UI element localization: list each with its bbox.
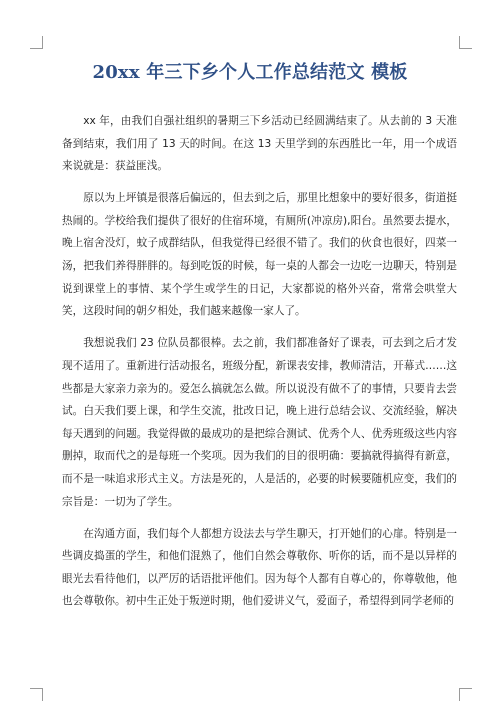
document-title: 20xx 年三下乡个人工作总结范文 模板	[92, 62, 408, 83]
crop-mark-top-left	[30, 36, 43, 49]
document-body	[62, 110, 457, 622]
paragraph-3: 我想说我们 23 位队员都很棒。去之前，我们都准备好了课表，可去到之后才发现不适用了。重新进行活动报名，班级分配，新课表安排，教师清洁，开幕式……这些都是大家亲力亲为的。爱怎么搞就怎么做。所以说没有做不了的事情，只要肯去尝试。白天我们要上课，和学生交流，批改日记，晚上进行总结会议、交流经验，解决每天遇到的问题。我觉得做的最成功的是把综合测试、优秀个人、优秀班级这些内容删掉，取而代之的是每班一个奖项。因为我们的目的很明确：要搞就得搞得有新意，而不是一味追求形式主义。方法是死的，人是活的，必要的时候要随机应变，我们的宗旨是：一切为了学生。	[62, 337, 457, 508]
crop-mark-bottom-right	[459, 688, 472, 701]
paragraph-4: 在沟通方面，我们每个人都想方设法去与学生聊天，打开她们的心扉。特别是一些调皮捣蛋的学生，和他们混熟了，他们自然会尊敬你、听你的话，而不是以异样的眼光去看待他们，以严厉的话语批评他们。因为每个人都有自尊心的，你尊敬他，他也会尊敬你。初中生正处于叛逆时期，他们爱讲义气，爱面子，希望得到同学老师的	[62, 527, 457, 608]
crop-mark-top-right	[459, 36, 472, 49]
crop-mark-bottom-left	[30, 688, 43, 701]
paragraph-1: xx 年，由我们自强社组织的暑期三下乡活动已经圆满结束了。从去前的 3 天准备到结束，我们用了 13 天的时间。在这 13 天里学到的东西胜比一年，用一个成语来说就是：获益匪浅。	[62, 115, 457, 173]
paragraph-2: 原以为上坪镇是很落后偏远的，但去到之后，那里比想象中的要好很多，街道挺热闹的。学校给我们提供了很好的住宿环境，有厕所(冲凉房),阳台。虽然要去提水，晚上宿舍没灯，蚊子成群结队，但我觉得已经很不错了。我们的伙食也很好，四菜一汤，把我们养得胖胖的。每到吃饭的时候，每一桌的人都会一边吃一边聊天，特别是说到课堂上的事情、某个学生或学生的日记，大家都说的格外兴奋，常常会哄堂大笑，这段时间的朝夕相处，我们越来越像一家人了。	[62, 192, 457, 318]
